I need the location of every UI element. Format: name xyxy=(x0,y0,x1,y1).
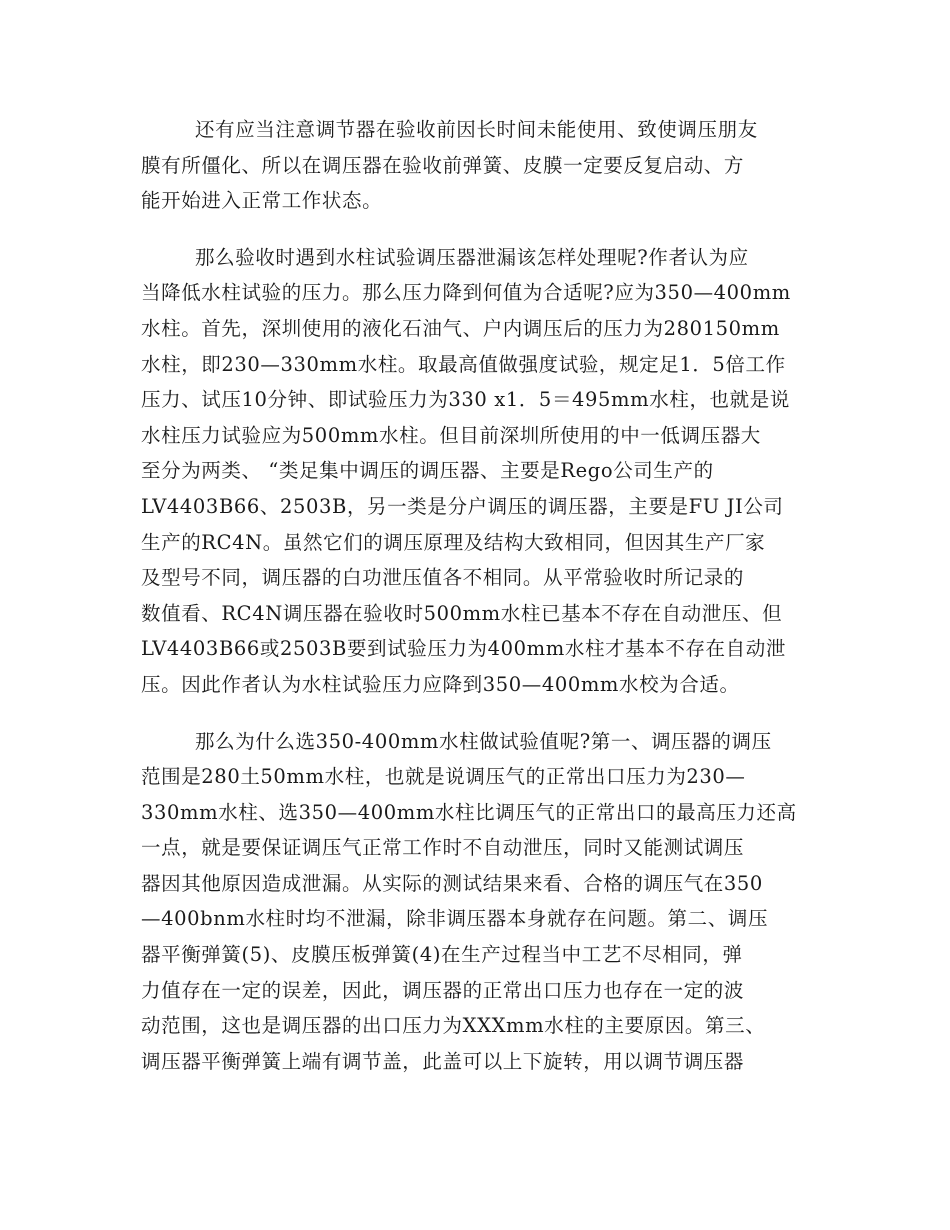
paragraph-line: 至分为两类、 “类足集中调压的调压器、主要是Rego公司生产的 xyxy=(141,459,714,483)
paragraph-line: 数值看、RC4N调压器在验收时500mm水柱已基本不存在自动泄压、但 xyxy=(141,601,783,625)
paragraph-line: 水柱压力试验应为500mm水柱。但目前深圳所使用的中一低调压器大 xyxy=(141,423,761,447)
paragraph-line: 及型号不同，调压器的白功泄压值各不相同。从平常验收时所记录的 xyxy=(141,566,745,590)
paragraph-line: 水柱，即230—330mm水柱。取最高值做强度试验，规定足1．5倍工作 xyxy=(141,352,786,376)
paragraph-line: 当降低水柱试验的压力。那么压力降到何值为合适呢?应为350—400mm xyxy=(141,281,791,305)
paragraph-line: 器因其他原因造成泄漏。从实际的测试结果来看、合格的调压气在350 xyxy=(141,871,763,895)
paragraph-line: 那么为什么选350-400mm水柱做试验值呢?第一、调压器的调压 xyxy=(195,729,772,753)
paragraph-line: LV4403B66或2503B要到试验压力为400mm水柱才基本不存在自动泄 xyxy=(141,637,786,661)
paragraph-line: 器平衡弹簧(5)、皮膜压板弹簧(4)在生产过程当中工艺不尽相同，弹 xyxy=(141,943,743,967)
paragraph-line: 能开始进入正常工作状态。 xyxy=(141,189,383,213)
paragraph-line: 330mm水柱、选350—400mm水柱比调压气的正常出口的最高压力还高 xyxy=(141,800,797,824)
paragraph-line: 范围是280土50mm水柱，也就是说调压气的正常出口压力为230— xyxy=(141,765,746,789)
paragraph-line: 压。因此作者认为水柱试验压力应降到350—400mm水校为合适。 xyxy=(141,672,740,696)
paragraph-3 xyxy=(141,724,813,1080)
paragraph-line: 压力、试压10分钟、即试验压力为330 x1．5＝495mm水柱，也就是说 xyxy=(141,388,790,412)
paragraph-line: 那么验收时遇到水柱试验调压器泄漏该怎样处理呢?作者认为应 xyxy=(195,245,749,269)
paragraph-line: 调压器平衡弹簧上端有调节盖，此盖可以上下旋转，用以调节调压器 xyxy=(141,1049,745,1073)
paragraph-line: 膜有所僵化、所以在调压器在验收前弹簧、皮膜一定要反复启动、方 xyxy=(141,153,745,177)
paragraph-1 xyxy=(141,112,813,219)
paragraph-line: —400bnm水柱时均不泄漏，除非调压器本身就存在问题。第二、调压 xyxy=(141,907,769,931)
paragraph-line: 水柱。首先，深圳使用的液化石油气、户内调压后的压力为280150mm xyxy=(141,316,780,340)
paragraph-2 xyxy=(141,240,813,703)
paragraph-line: LV4403B66、2503B，另一类是分户调压的调压器，主要是FU JI公司 xyxy=(141,494,784,518)
document-body xyxy=(141,112,813,1100)
paragraph-line: 生产的RC4N。虽然它们的调压原理及结构大致相同，但因其生产厂家 xyxy=(141,530,766,554)
paragraph-line: 动范围，这也是调压器的出口压力为XXXmm水柱的主要原因。第三、 xyxy=(141,1014,766,1038)
paragraph-line: 力值存在一定的误差，因此，调压器的正常出口压力也存在一定的波 xyxy=(141,978,745,1002)
paragraph-line: 还有应当注意调节器在验收前因长时间未能使用、致使调压朋友 xyxy=(195,118,758,141)
paragraph-line: 一点，就是要保证调压气正常工作时不自动泄压，同时又能测试调压 xyxy=(141,836,745,860)
